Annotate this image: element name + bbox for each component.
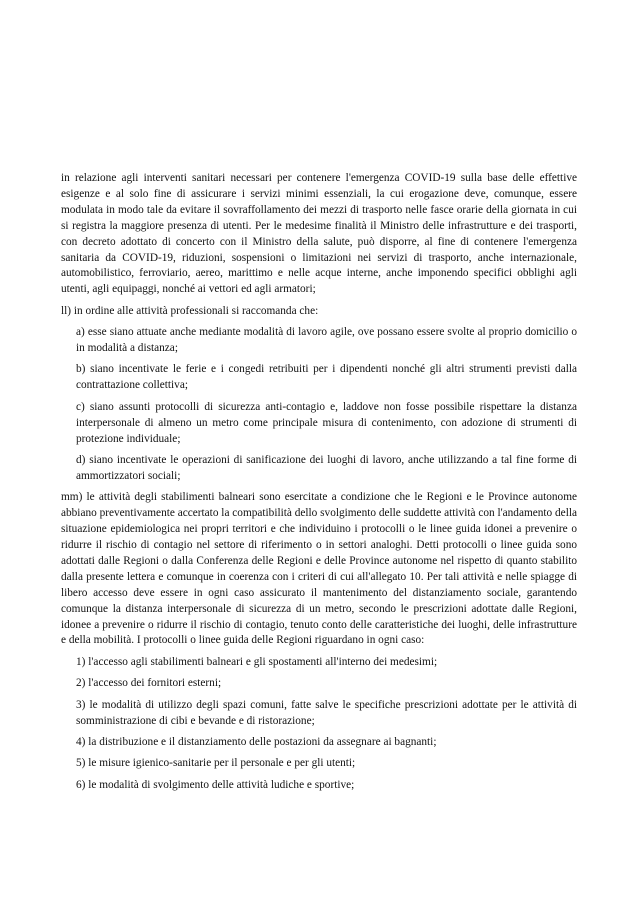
mm-item-1 xyxy=(61,655,577,671)
section-ll-text: in ordine alle attività professionali si raccomanda che: xyxy=(73,304,319,317)
mm-item-3 xyxy=(61,698,577,730)
list-item-label: 5) xyxy=(76,757,86,770)
list-item-label: 3) xyxy=(76,698,86,711)
list-item-text: l'accesso agli stabilimenti balneari e gli spostamenti all'interno dei medesimi; xyxy=(88,655,438,668)
list-item-text: esse siano attuate anche mediante modalità di lavoro agile, ove possano essere svolte al proprio domicilio o in modalità a distanza; xyxy=(76,326,578,355)
list-item-text: siano incentivate le ferie e i congedi retribuiti per i dipendenti nonché gli altri strumenti previsti dalla contrattazione collettiva; xyxy=(76,363,577,392)
list-item-label: 1) xyxy=(76,655,86,668)
list-item-text: le modalità di svolgimento delle attività ludiche e sportive; xyxy=(88,778,355,791)
section-ll-label: ll) xyxy=(61,304,72,317)
ll-item-a xyxy=(61,325,577,357)
list-item-label: 6) xyxy=(76,778,86,791)
list-item-text: le modalità di utilizzo degli spazi comuni, fatte salve le specifiche prescrizioni adottate per le attività di somministrazione di cibi e bevande e di ristorazione; xyxy=(76,698,578,727)
list-item-label: 4) xyxy=(76,736,86,748)
section-mm-label: mm) xyxy=(61,491,83,504)
list-item-label: c) xyxy=(76,400,85,413)
mm-item-6 xyxy=(61,778,577,794)
section-mm-paragraph xyxy=(61,490,577,649)
mm-item-4 xyxy=(61,735,577,751)
section-mm-text: le attività degli stabilimenti balneari sono esercitate a condizione che le Regioni e le Province autonome abbiano preventivamente accertato la compatibilità dello svolgimento delle suddette attività con l'andamento della situazione epidemiologica nei propri territori e che individuino i protocolli o le linee guida idonei a prevenire o ridurre il rischio di contagio nel settore di riferimento o in settori analoghi. Detti protocolli o linee guida sono adottati dalle Regioni o dalla Conferenza delle Regioni e delle Province autonome nel rispetto di quanto stabilito dalla presente lettera e comunque in coerenza con i criteri di cui all'allegato 10. Per tali attività e nelle spiagge di libero accesso deve essere in ogni caso assicurato il mantenimento del distanziamento sociale, garantendo comunque la distanza interpersonale di sicurezza di un metro, secondo le prescrizioni adottate dalle Regioni, idonee a prevenire o ridurre il rischio di contagio, tenuto conto delle caratteristiche dei luoghi, delle infrastrutture e della mobilità. I protocolli o linee guida delle Regioni riguardano in ogni caso: xyxy=(61,491,578,647)
list-item-text: la distribuzione e il distanziamento delle postazioni da assegnare ai bagnanti; xyxy=(88,736,437,748)
intro-paragraph: in relazione agli interventi sanitari necessari per contenere l'emergenza COVID-19 sulla base delle effettive esigenze e al solo fine di assicurare i servizi minimi essenziali, la cui erogazione deve, comunque, essere modulata in modo tale da evitare il sovraffollamento dei mezzi di trasporto nelle fasce orarie della giornata in cui si registra la maggiore presenza di utenti. Per le medesime finalità il Ministro delle infrastrutture e dei trasporti, con decreto adottato di concerto con il Ministro della salute, può disporre, al fine di contenere l'emergenza sanitaria da COVID-19, riduzioni, sospensioni o limitazioni nei servizi di trasporto, anche internazionale, automobilistico, ferroviario, aereo, marittimo e nelle acque interne, anche imponendo specifici obblighi agli utenti, agli equipaggi, nonché ai vettori ed agli armatori; xyxy=(61,172,577,296)
ll-item-c xyxy=(61,400,577,448)
list-item-label: b) xyxy=(76,363,86,376)
list-item-text: le misure igienico-sanitarie per il personale e per gli utenti; xyxy=(88,757,356,770)
document-body xyxy=(61,171,577,794)
section-ll-heading xyxy=(61,304,577,320)
list-item-text: l'accesso dei fornitori esterni; xyxy=(88,677,222,690)
mm-item-5 xyxy=(61,756,577,772)
list-item-text: siano assunti protocolli di sicurezza anti-contagio e, laddove non fosse possibile rispettare la distanza interpersonale di almeno un metro come principale misura di contenimento, con adozione di strumenti di protezione individuale; xyxy=(76,400,577,445)
list-item-label: d) xyxy=(76,454,86,466)
list-item-text: siano incentivate le operazioni di sanificazione dei luoghi di lavoro, anche utilizzando a tal fine forme di ammortizzatori sociali; xyxy=(76,454,577,482)
list-item-label: a) xyxy=(76,326,85,339)
list-item-label: 2) xyxy=(76,677,86,690)
ll-item-b xyxy=(61,362,577,394)
mm-item-2 xyxy=(61,676,577,692)
ll-item-d xyxy=(61,453,577,485)
